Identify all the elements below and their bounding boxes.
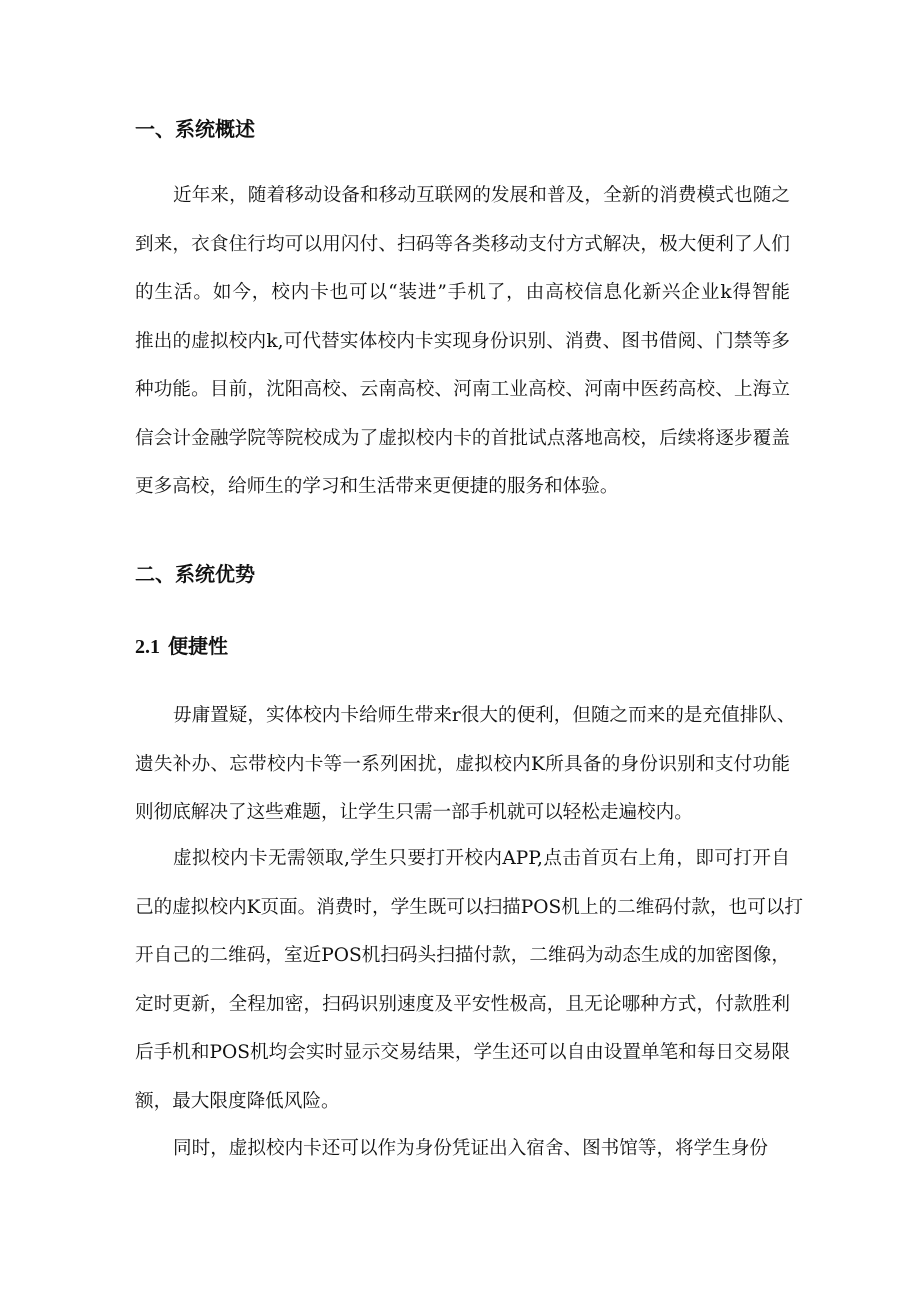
paragraph-line: 到来，衣食住行均可以用闪付、扫码等各类移动支付方式解决，极大便利了人们 — [135, 233, 790, 255]
paragraph-line: 己的虚拟校内K页面。消费时，学生既可以扫描POS机上的二维码付款，也可以打 — [135, 896, 803, 918]
paragraph-line: 虚拟校内卡无需领取,学生只要打开校内APP,点击首页右上角，即可打开自 — [173, 848, 790, 869]
subsection-number: 2.1 — [135, 636, 160, 658]
paragraph-line: 毋庸置疑，实体校内卡给师生带来r很大的便利，但随之而来的是充值排队、 — [173, 705, 796, 726]
paragraph-line: 额，最大限度降低风险。 — [135, 1090, 340, 1112]
paragraph-line: 更多高校，给师生的学习和生活带来更便捷的服务和体验。 — [135, 476, 619, 497]
paragraph-line: 推出的虚拟校内k,可代替实体校内卡实现身份识别、消费、图书借阅、门禁等多 — [135, 330, 790, 352]
paragraph-line: 遗失补办、忘带校内卡等一系列困扰，虚拟校内K所具备的身份识别和支付功能 — [135, 753, 790, 775]
paragraph-convenience-3 — [135, 1125, 790, 1174]
paragraph-line: 定时更新，全程加密，扫码识别速度及平安性极高，且无论哪种方式，付款胜利 — [135, 993, 790, 1015]
paragraph-line: 种功能。目前，沈阳高校、云南高校、河南工业高校、河南中医药高校、上海立 — [135, 379, 790, 400]
paragraph-convenience-2 — [135, 835, 803, 1126]
section-heading-advantages: 二、系统优势 — [135, 562, 255, 586]
paragraph-line: 后手机和POS机均会实时显示交易结果，学生还可以自由设置单笔和每日交易限 — [135, 1042, 790, 1063]
paragraph-line: 则彻底解决了这些难题，让学生只需一部手机就可以轻松走遍校内。 — [135, 802, 693, 823]
paragraph-line: 近年来，随着移动设备和移动互联网的发展和普及，全新的消费模式也随之 — [173, 185, 790, 206]
paragraph-line: 同时，虚拟校内卡还可以作为身份凭证出入宿舍、图书馆等，将学生身份 — [173, 1138, 769, 1159]
paragraph-line: 信会计金融学院等院校成为了虚拟校内卡的首批试点落地高校，后续将逐步覆盖 — [135, 427, 790, 449]
paragraph-line: 开自己的二维码，室近POS机扫码头扫描付款，二维码为动态生成的加密图像， — [135, 945, 790, 966]
paragraph-convenience-1 — [135, 692, 796, 838]
subsection-heading-convenience — [135, 632, 228, 661]
paragraph-line: 的生活。如今，校内卡也可以“装进”手机了，由高校信息化新兴企业k得智能 — [135, 282, 790, 303]
subsection-title: 便捷性 — [168, 634, 228, 658]
paragraph-overview — [135, 172, 790, 512]
section-heading-overview: 一、系统概述 — [135, 117, 255, 141]
